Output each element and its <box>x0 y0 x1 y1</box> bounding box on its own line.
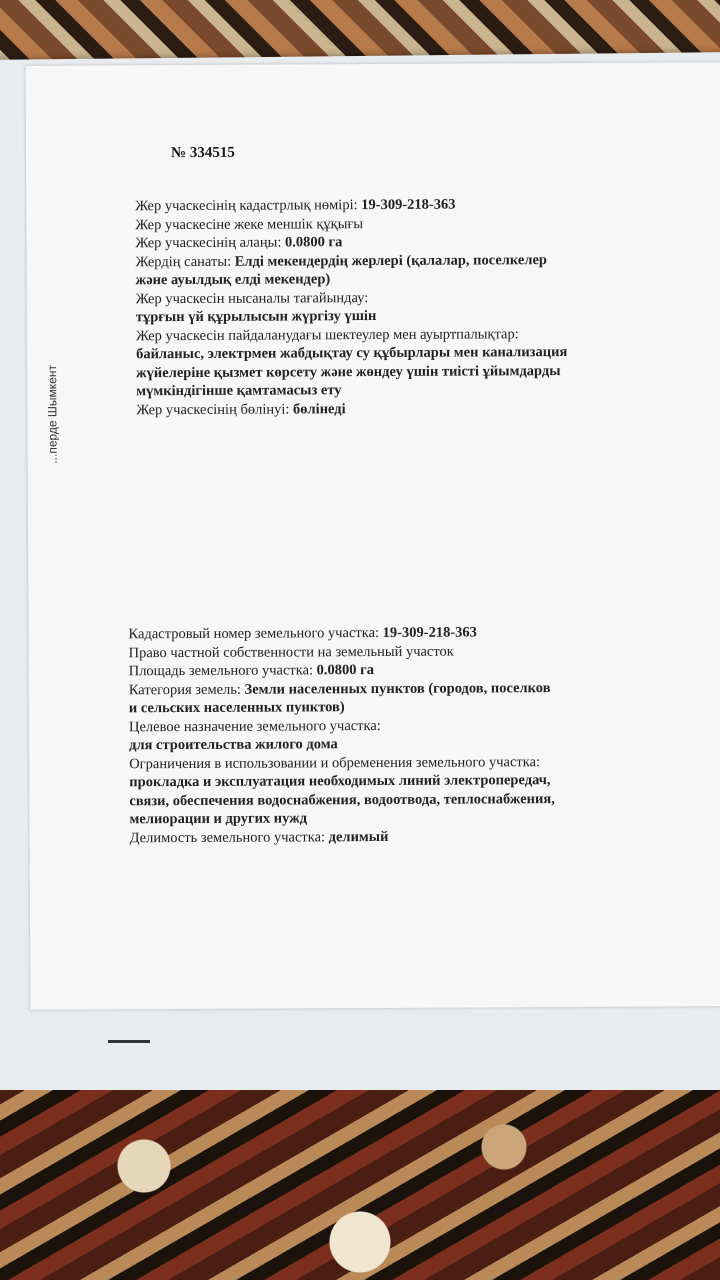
kk-line: Жер учаскесін пайдаланудағы шектеулер мен ауыртпалықтар: <box>135 325 519 344</box>
ru-line: и сельских населенных пунктов) <box>128 699 345 717</box>
kk-line: Жер учаскесін нысаналы тағайындау: <box>135 289 369 307</box>
kk-line: және ауылдық елді мекендер) <box>135 271 331 289</box>
kk-line: жүйелеріне қызмет көрсету және жөндеу үшін тиісті ұйымдарды <box>136 362 561 381</box>
kk-line: Жердің санаты: Елді мекендердің жерлері (қалалар, поселкелер <box>135 251 548 270</box>
kk-line: Жер учаскесінің кадастрлық нөмірі: 19-309-218-363 <box>135 196 456 215</box>
edge-stamp: ...перде Шымкент <box>45 365 60 464</box>
ru-line: Кадастровый номер земельного участка: 19-309-218-363 <box>128 624 477 643</box>
ru-line: Делимость земельного участка: делимый <box>129 828 389 846</box>
ru-line: для строительства жилого дома <box>129 736 338 754</box>
carpet-background <box>0 1090 720 1280</box>
ru-line: Площадь земельного участка: 0.0800 га <box>128 662 375 680</box>
ru-line: Право частной собственности на земельный участок <box>128 643 454 661</box>
ru-line: мелиорации и других нужд <box>129 810 308 828</box>
kazakh-section <box>135 194 696 419</box>
kk-line: мүмкіндігінше қамтамасыз ету <box>136 382 342 400</box>
kk-line: тұрғын үй құрылысын жүргізу үшін <box>135 308 377 326</box>
ru-line: связи, обеспечения водоснабжения, водоотвода, теплоснабжения, <box>129 790 555 809</box>
kk-line: байланыс, электрмен жабдықтау су құбырлары мен канализация <box>136 344 568 363</box>
pen-mark <box>108 1040 150 1043</box>
kk-line: Жер учаскесінің алаңы: 0.0800 га <box>135 234 343 252</box>
russian-section <box>128 622 689 847</box>
document-number: № 334515 <box>170 144 235 162</box>
document-sheet <box>26 62 720 1010</box>
kk-line: Жер учаскесіне жеке меншік құқығы <box>135 215 364 233</box>
ru-line: прокладка и эксплуатация необходимых линий электропередач, <box>129 772 551 791</box>
ru-line: Целевое назначение земельного участка: <box>128 717 381 735</box>
ru-line: Ограничения в использовании и обременения земельного участка: <box>129 753 541 772</box>
ru-line: Категория земель: Земли населенных пунктов (городов, поселков <box>128 679 551 698</box>
kk-line: Жер учаскесінің бөлінуі: бөлінеді <box>136 400 346 418</box>
